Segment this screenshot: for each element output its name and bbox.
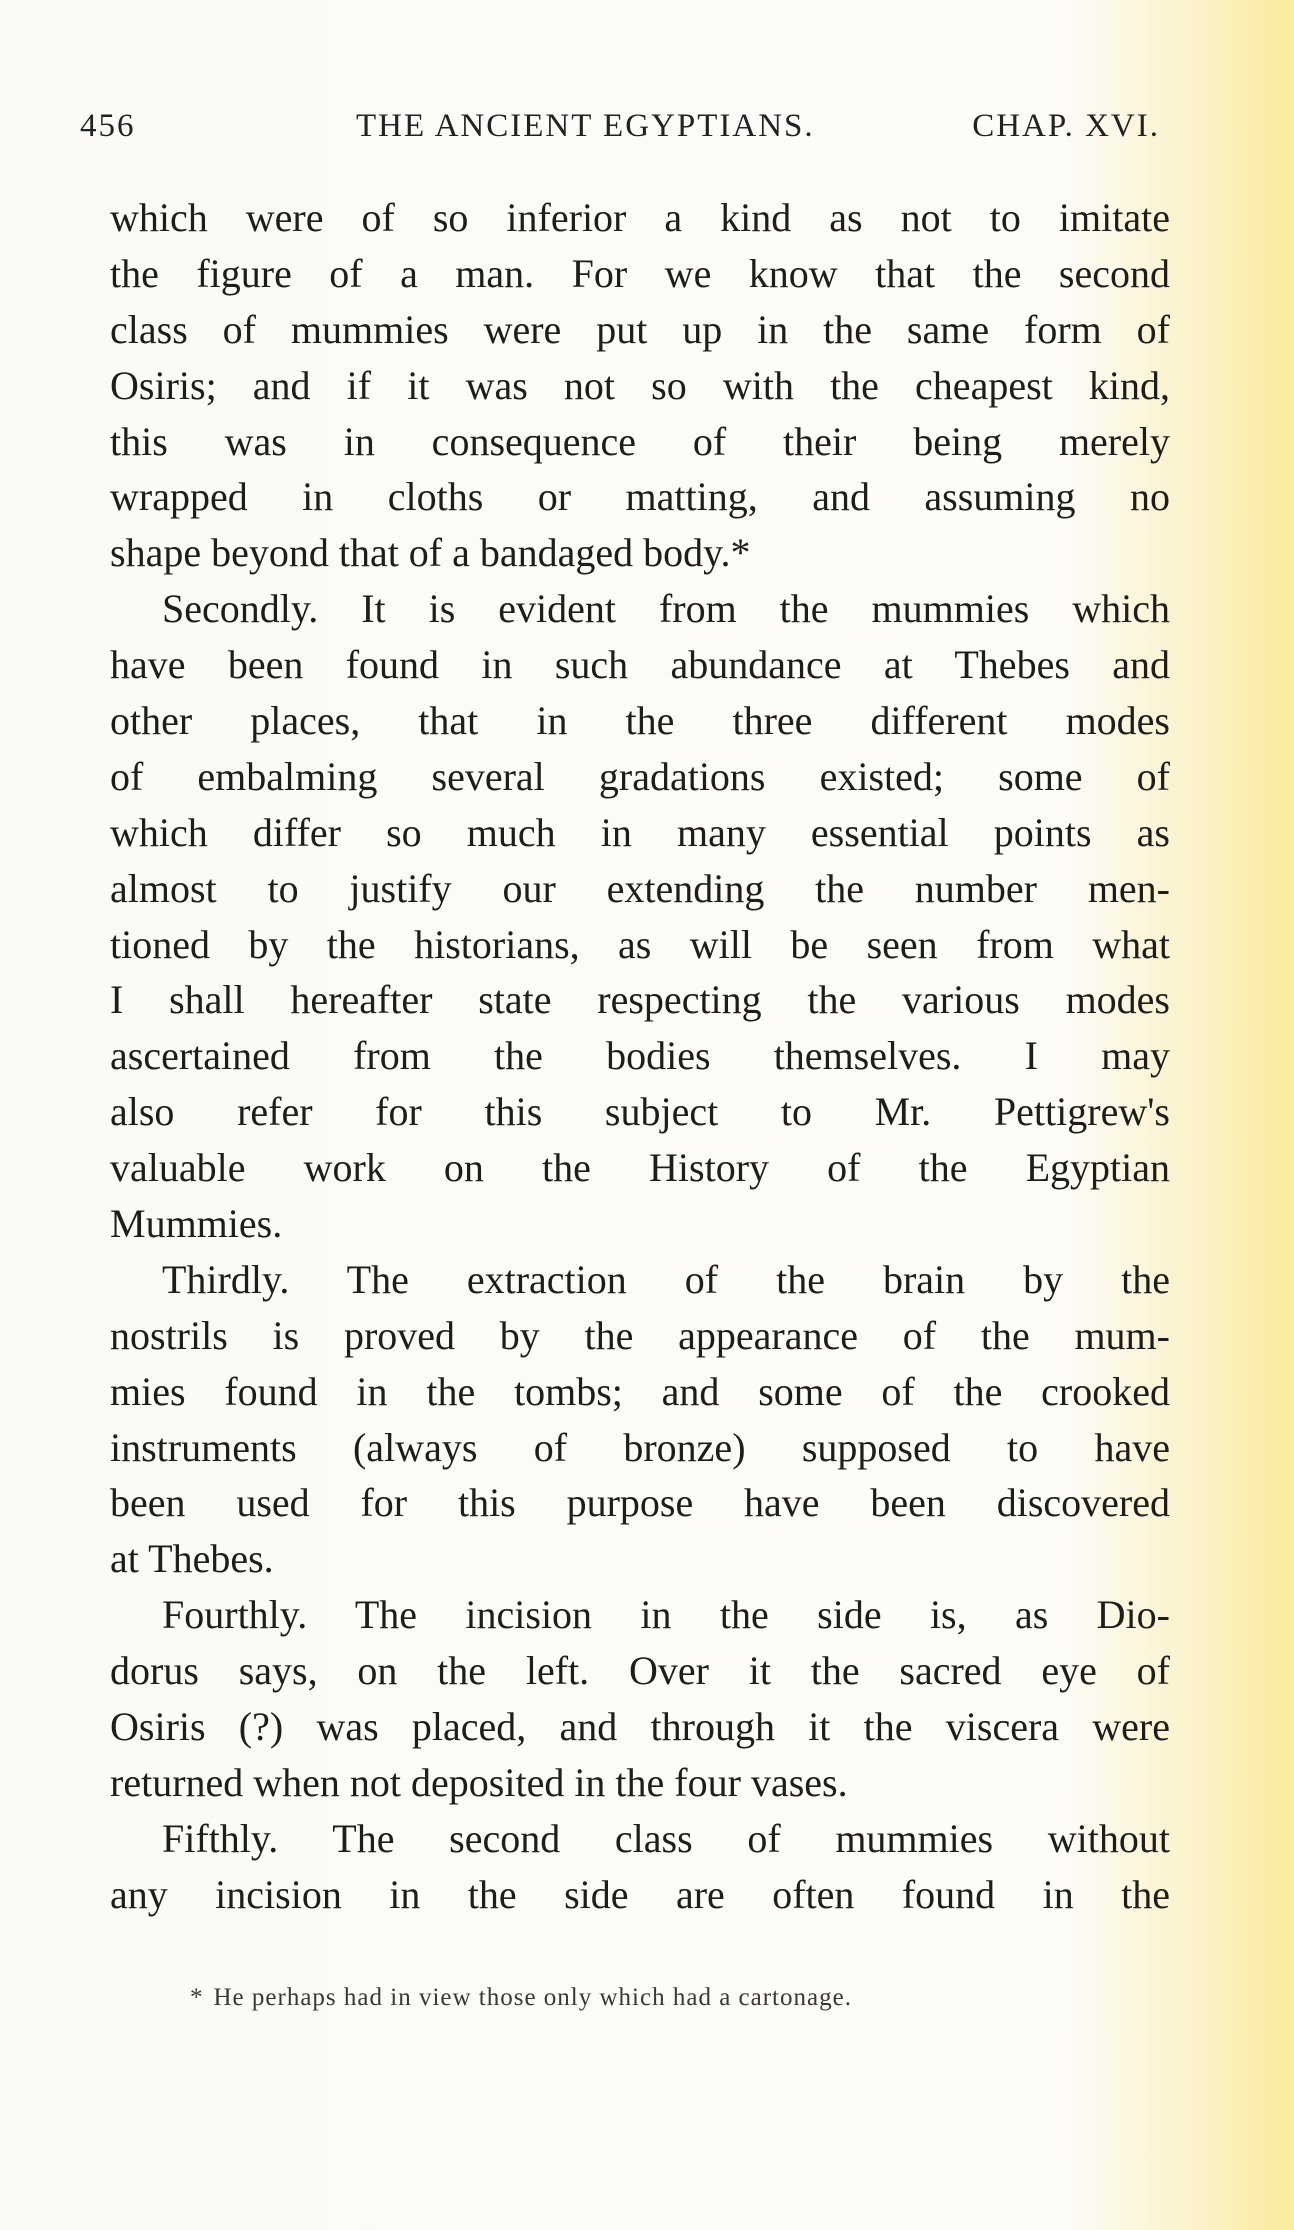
text-line: valuable work on the History of the Egyptian (110, 1145, 1170, 1191)
text-line: Mummies. (110, 1201, 283, 1247)
text-line: Secondly. It is evident from the mummies which (162, 586, 1170, 632)
text-line: instruments (always of bronze) supposed to have (110, 1424, 1170, 1470)
text-line: shape beyond that of a bandaged body.* (110, 530, 751, 576)
text-line: dorus says, on the left. Over it the sacred eye of (110, 1648, 1170, 1694)
text-line: Osiris (?) was placed, and through it the viscera were (110, 1704, 1170, 1750)
text-line: other places, that in the three different modes (110, 698, 1170, 744)
text-line: which differ so much in many essential points as (110, 809, 1170, 855)
text-line: been used for this purpose have been discovered (110, 1480, 1170, 1526)
footnote-marker: * (190, 1984, 204, 2011)
text-line: at Thebes. (110, 1536, 274, 1582)
footnote (190, 1984, 852, 2012)
text-line: the figure of a man. For we know that the second (110, 250, 1170, 296)
running-head-title: THE ANCIENT EGYPTIANS. (356, 108, 815, 144)
footnote-text: He perhaps had in view those only which had a cartonage. (213, 1984, 852, 2011)
running-head-chapter: CHAP. XVI. (972, 108, 1160, 144)
text-line: almost to justify our extending the number men- (110, 865, 1170, 911)
text-line: returned when not deposited in the four vases. (110, 1759, 848, 1805)
text-line: nostrils is proved by the appearance of the mum- (110, 1312, 1170, 1358)
text-line: which were of so inferior a kind as not to imitate (110, 195, 1170, 240)
text-line: wrapped in cloths or matting, and assuming no (110, 474, 1170, 520)
page-number: 456 (80, 108, 136, 144)
text-line: class of mummies were put up in the same form of (110, 306, 1170, 352)
text-line: I shall hereafter state respecting the various modes (110, 977, 1170, 1023)
text-line: this was in consequence of their being merely (110, 418, 1170, 464)
running-head (80, 108, 1160, 156)
text-line: Fourthly. The incision in the side is, as Dio- (162, 1592, 1170, 1638)
text-line: tioned by the historians, as will be seen from what (110, 921, 1170, 967)
text-line: of embalming several gradations existed; some of (110, 753, 1170, 799)
text-line: any incision in the side are often found in the (110, 1871, 1170, 1917)
text-line: mies found in the tombs; and some of the crooked (110, 1368, 1170, 1414)
text-line: Fifthly. The second class of mummies without (162, 1815, 1170, 1861)
text-line: Osiris; and if it was not so with the cheapest kind, (110, 362, 1170, 408)
text-line: also refer for this subject to Mr. Pettigrew's (110, 1089, 1170, 1135)
text-line: ascertained from the bodies themselves. I may (110, 1033, 1170, 1079)
page-edge-tint (1204, 0, 1294, 2230)
text-line: have been found in such abundance at Thebes and (110, 642, 1170, 688)
text-line: Thirdly. The extraction of the brain by the (162, 1256, 1170, 1302)
body-text (110, 190, 1170, 1923)
